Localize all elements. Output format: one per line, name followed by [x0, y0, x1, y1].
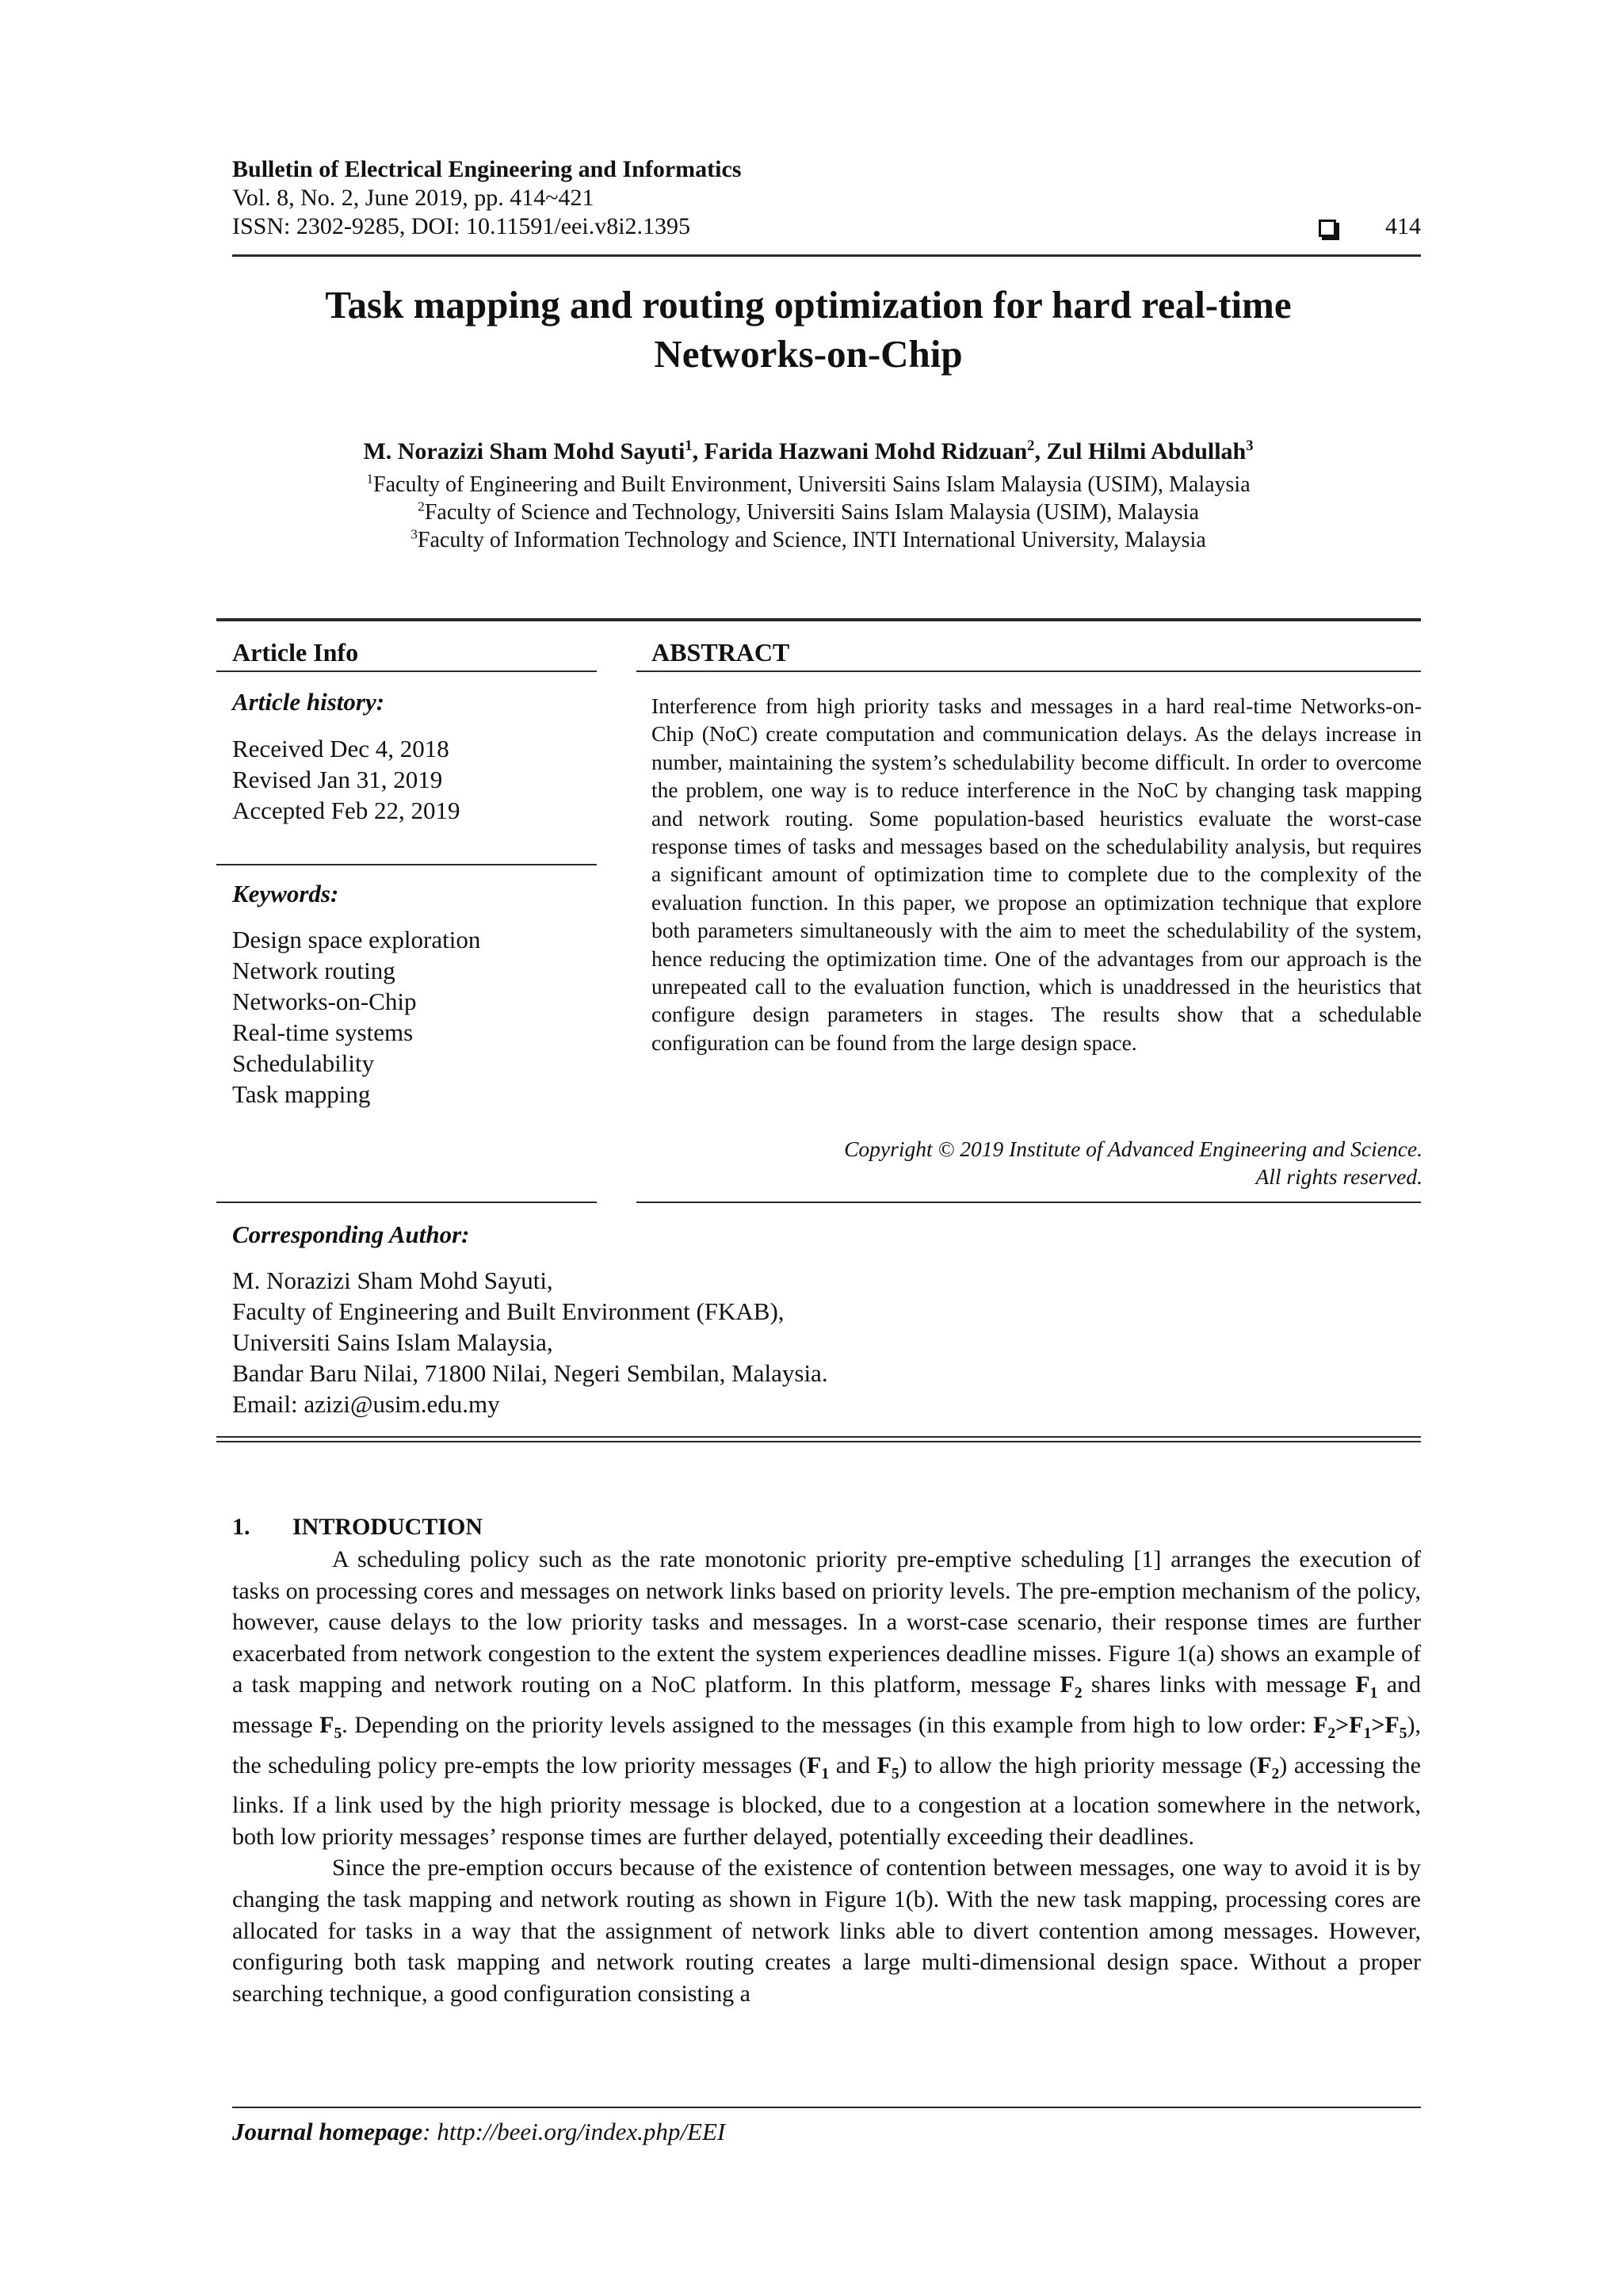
article-info-heading: Article Info	[232, 638, 359, 667]
affiliation-sup: 1	[366, 471, 374, 487]
keyword: Networks-on-Chip	[232, 988, 417, 1015]
abstract-rule	[636, 670, 1421, 672]
text-run: ) accessing the links. If a link used by the high priority message is blocked, due to a congestion at a location somewhere in the network, both low priority messages’ response times are further delayed, potentially exceeding their deadlines.	[232, 1752, 1422, 1850]
text-run: and message	[232, 1671, 1422, 1738]
author-name: M. Norazizi Sham Mohd Sayuti	[363, 438, 685, 464]
history-revised: Revised Jan 31, 2019	[232, 766, 443, 793]
info-bottom-rule-right	[636, 1201, 1421, 1203]
paper-title	[190, 281, 1426, 379]
section-number: 1.	[232, 1514, 250, 1540]
author-sup: 3	[1246, 437, 1254, 454]
message-symbol: $F_1$	[1355, 1671, 1378, 1702]
affiliation-text: Faculty of Science and Technology, Universiti Sains Islam Malaysia (USIM), Malaysia	[424, 500, 1199, 525]
article-info-rule	[216, 670, 597, 672]
text-run: A scheduling policy such as the rate monotonic priority pre-emptive scheduling [1] arranges the execution of tasks on processing cores and messages on network links based on priority levels. The pre-emption mechanism of the policy, however, cause delays to the low priority tasks and messages. In a worst-case scenario, their response times are further exacerbated from network congestion to the extent the system experiences deadline misses. Figure 1(a) shows an example of a task mapping and network routing on a NoC platform. In this platform, message	[232, 1546, 1421, 1698]
message-symbol: $F_1$	[807, 1752, 830, 1782]
affiliation	[190, 472, 1426, 498]
author-name: Farida Hazwani Mohd Ridzuan	[704, 438, 1028, 464]
message-symbol: $F_2$	[1313, 1711, 1336, 1742]
rights-line: All rights reserved.	[1255, 1164, 1423, 1189]
corresponding-heading: Corresponding Author:	[232, 1221, 470, 1248]
keyword: Network routing	[232, 957, 395, 984]
affiliation-sup: 2	[418, 499, 425, 514]
journal-name: Bulletin of Electrical Engineering and Informatics	[232, 156, 742, 182]
text-run: ) to allow the high priority message (	[899, 1752, 1258, 1778]
title-line-2: Networks-on-Chip	[654, 332, 963, 376]
author-name: Zul Hilmi Abdullah	[1046, 438, 1247, 464]
author-sup: 2	[1027, 437, 1035, 454]
issn-doi: ISSN: 2302-9285, DOI: 10.11591/eei.v8i2.1395	[232, 213, 691, 239]
affiliation-text: Faculty of Information Technology and Science, INTI International University, Malaysia	[417, 528, 1206, 552]
message-symbol: $F_2$	[1060, 1671, 1083, 1702]
affiliation	[190, 528, 1426, 553]
abstract-text: Interference from high priority tasks and messages in a hard real-time Networks-on-Chip (NoC) create computation and communication delays. As the delays increase in number, maintaining the system’s schedulability become difficult. In order to overcome the problem, one way is to reduce interference in the NoC by changing task mapping and network routing. Some population-based heuristics evaluate the worst-case response times of tasks and messages based on the schedulability analysis, but requires a significant amount of optimization time to complete due to the complexity of the evaluation function. In this paper, we propose an optimization technique that explore both parameters simultaneously with the aim to meet the schedulability of the system, hence reducing the optimization time. One of the advantages from our approach is the unrepeated call to the evaluation function, which is unaddressed in the heuristics that configure design parameters in stages. The results show that a schedulable configuration can be found from the large design space.	[651, 693, 1422, 1055]
header-rule	[232, 254, 1421, 257]
intro-body	[232, 1544, 1421, 2009]
section-heading-introduction	[232, 1514, 483, 1541]
message-symbol: $>F_5$	[1371, 1711, 1407, 1742]
info-bottom-rule-left	[216, 1201, 597, 1203]
homepage-label: Journal homepage	[232, 2118, 423, 2145]
footer-rule	[232, 2107, 1421, 2108]
keywords-list	[232, 924, 480, 1110]
intro-paragraph-1	[232, 1544, 1421, 1852]
title-line-1: Task mapping and routing optimization for hard real-time	[325, 283, 1292, 327]
history-accepted: Accepted Feb 22, 2019	[232, 797, 460, 824]
message-symbol: $F_5$	[319, 1711, 342, 1742]
corresponding-faculty: Faculty of Engineering and Built Environment (FKAB),	[232, 1297, 785, 1325]
square-bullet-icon	[1319, 220, 1336, 237]
copyright	[844, 1135, 1423, 1190]
corresponding-email: Email: azizi@usim.edu.my	[232, 1390, 500, 1418]
volume-info: Vol. 8, No. 2, June 2019, pp. 414~421	[232, 185, 594, 211]
info-top-rule	[216, 618, 1421, 621]
corresponding-name: M. Norazizi Sham Mohd Sayuti,	[232, 1266, 553, 1294]
section-title: INTRODUCTION	[292, 1514, 483, 1540]
message-symbol: $F_2$	[1257, 1752, 1280, 1782]
intro-paragraph-2: Since the pre-emption occurs because of the existence of contention between messages, one way to avoid it is by changing the task mapping and network routing as shown in Figure 1(b). With the new task mapping, processing cores are allocated for tasks in a way that the assignment of network links able to divert contention among messages. However, configuring both task mapping and network routing creates a large multi-dimensional design space. Without a proper searching technique, a good configuration consisting a	[232, 1855, 1421, 2007]
affiliation-text: Faculty of Engineering and Built Environment, Universiti Sains Islam Malaysia (USIM), Malaysia	[373, 472, 1251, 497]
keyword: Schedulability	[232, 1049, 375, 1077]
text-run: . Depending on the priority levels assigned to the messages (in this example from high to low order:	[342, 1711, 1314, 1738]
journal-homepage: Journal homepage: http://beei.org/index.php/EEI	[232, 2118, 726, 2145]
corresponding-university: Universiti Sains Islam Malaysia,	[232, 1328, 553, 1356]
copyright-line: Copyright © 2019 Institute of Advanced Engineering and Science.	[844, 1137, 1423, 1161]
affiliation	[190, 500, 1426, 525]
history-list	[232, 733, 460, 826]
author-separator: ,	[1034, 438, 1047, 464]
message-symbol: $>F_1$	[1335, 1711, 1372, 1742]
corresponding-address: Bandar Baru Nilai, 71800 Nilai, Negeri Sembilan, Malaysia.	[232, 1359, 828, 1387]
author-list	[190, 438, 1426, 465]
message-symbol: $F_5$	[876, 1752, 899, 1782]
keyword: Design space exploration	[232, 926, 481, 953]
history-heading: Article history:	[232, 688, 385, 716]
history-received: Received Dec 4, 2018	[232, 735, 449, 762]
corr-rule-1	[216, 1436, 1421, 1438]
keyword: Real-time systems	[232, 1018, 414, 1046]
keywords-heading: Keywords:	[232, 880, 339, 907]
keywords-rule	[216, 864, 597, 865]
keyword: Task mapping	[232, 1080, 371, 1108]
corr-rule-2	[216, 1441, 1421, 1442]
author-separator: ,	[692, 438, 705, 464]
text-run: shares links with message	[1082, 1671, 1356, 1698]
homepage-link[interactable]: http://beei.org/index.php/EEI	[437, 2118, 726, 2145]
page-number: 414	[1385, 213, 1421, 239]
abstract-heading: ABSTRACT	[651, 638, 790, 667]
text-run: ), the scheduling policy pre-empts the low priority messages (	[232, 1711, 1421, 1778]
affiliation-sup: 3	[411, 526, 418, 542]
author-sup: 1	[685, 437, 693, 454]
text-run: and	[829, 1752, 877, 1778]
